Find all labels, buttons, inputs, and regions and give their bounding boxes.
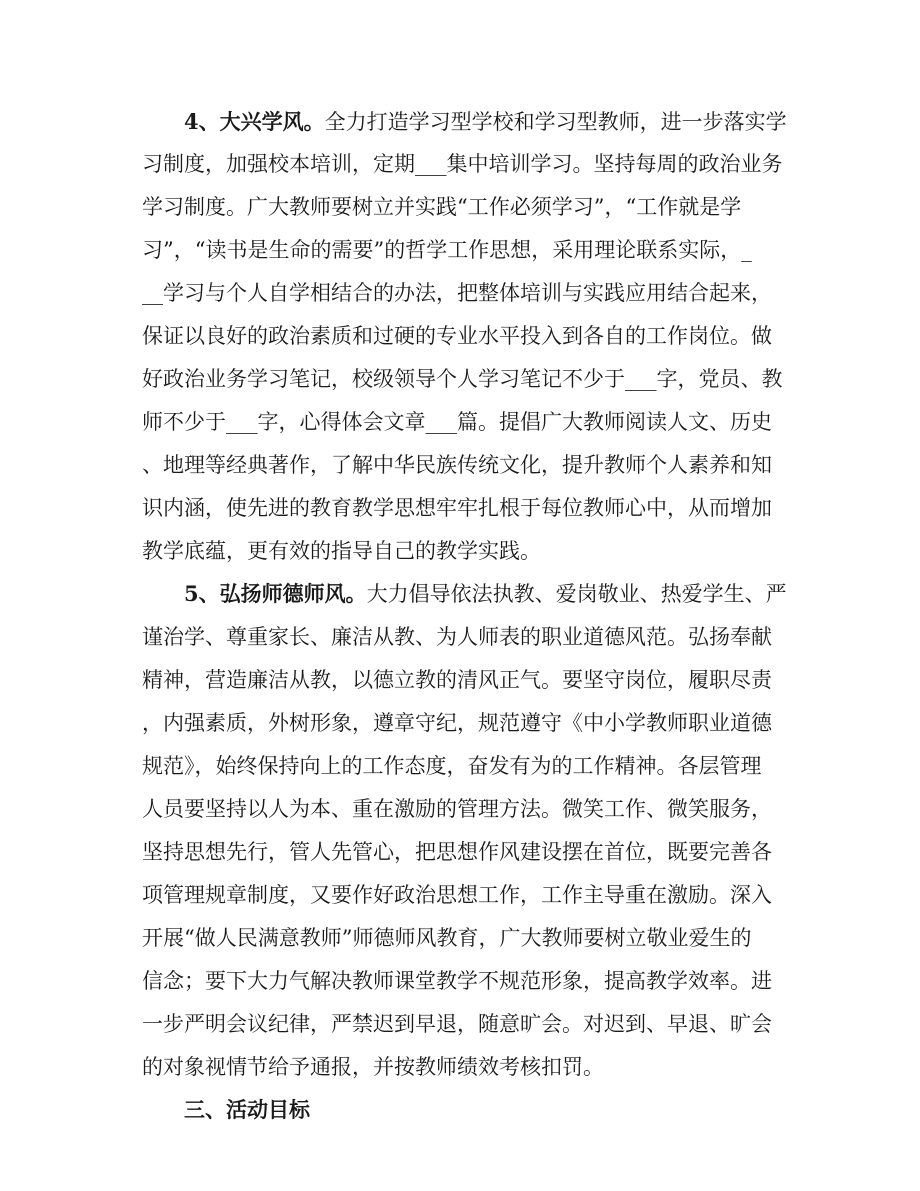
section-5-line-7: 坚持思想先行，管人先管心，把思想作风建设摆在首位，既要完善各 <box>142 840 772 864</box>
section-4-heading: 4、大兴学风。 <box>184 109 325 134</box>
section-5-line-6: 人员要坚持以人为本、重在激励的管理方法。微笑工作、微笑服务， <box>142 797 772 821</box>
section-5-line-5: 规范》，始终保持向上的工作态度，奋发有为的工作精神。各层管理 <box>142 754 762 778</box>
section-4-line-9: 、地理等经典著作，了解中华民族传统文化，提升教师个人素养和知 <box>142 453 772 477</box>
section-4-line-8: 师不少于___字，心得体会文章___篇。提倡广大教师阅读人文、历史 <box>142 410 772 434</box>
section-5-heading: 5、弘扬师德师风。 <box>184 581 367 606</box>
section-5-line-10: 信念；要下大力气解决教师课堂教学不规范形象，提高教学效率。进 <box>142 969 772 993</box>
section-4-line-4: 习”，“读书是生命的需要”的哲学工作思想，采用理论联系实际，_ <box>142 238 752 262</box>
section-5-line-4: ，内强素质，外树形象，遵章守纪，规范遵守《中小学教师职业道德 <box>142 711 772 735</box>
section-4-line-6: 保证以良好的政治素质和过硬的专业水平投入到各自的工作岗位。做 <box>142 324 772 348</box>
section-4-line-1 <box>0 104 920 140</box>
section-5-line-1 <box>0 576 920 612</box>
section-5-text: 大力倡导依法执教、爱岗敬业、热爱学生、严 <box>366 582 787 606</box>
section-4-line-10: 识内涵，使先进的教育教学思想牢牢扎根于每位教师心中，从而增加 <box>142 496 772 520</box>
section-5-line-12: 的对象视情节给予通报，并按教师绩效考核扣罚。 <box>142 1055 604 1079</box>
section-4-text: 全力打造学习型学校和学习型教师，进一步落实学 <box>324 110 787 134</box>
section-5-line-9: 开展“做人民满意教师”师德师风教育，广大教师要树立敬业爱生的 <box>142 926 752 950</box>
section-4-line-3: 学习制度。广大教师要树立并实践“工作必须学习”，“工作就是学 <box>142 195 742 219</box>
section-4-line-7: 好政治业务学习笔记，校级领导个人学习笔记不少于___字，党员、教 <box>142 367 783 391</box>
section-4-line-5: __学习与个人自学相结合的办法，把整体培训与实践应用结合起来， <box>142 281 772 305</box>
section-5-line-3: 精神，营造廉洁从教，以德立教的清风正气。要坚守岗位，履职尽责 <box>142 668 772 692</box>
section-4-line-2: 习制度，加强校本培训，定期___集中培训学习。坚持每周的政治业务 <box>142 152 783 176</box>
section-5-line-8: 项管理规章制度，又要作好政治思想工作，工作主导重在激励。深入 <box>142 883 772 907</box>
section-5-line-11: 一步严明会议纪律，严禁迟到早退，随意旷会。对迟到、早退、旷会 <box>142 1012 772 1036</box>
section-heading-activity-goals: 三、活动目标 <box>184 1097 310 1122</box>
section-4-line-11: 教学底蕴，更有效的指导自己的教学实践。 <box>142 539 541 563</box>
section-5-line-2: 谨治学、尊重家长、廉洁从教、为人师表的职业道德风范。弘扬奉献 <box>142 625 772 649</box>
